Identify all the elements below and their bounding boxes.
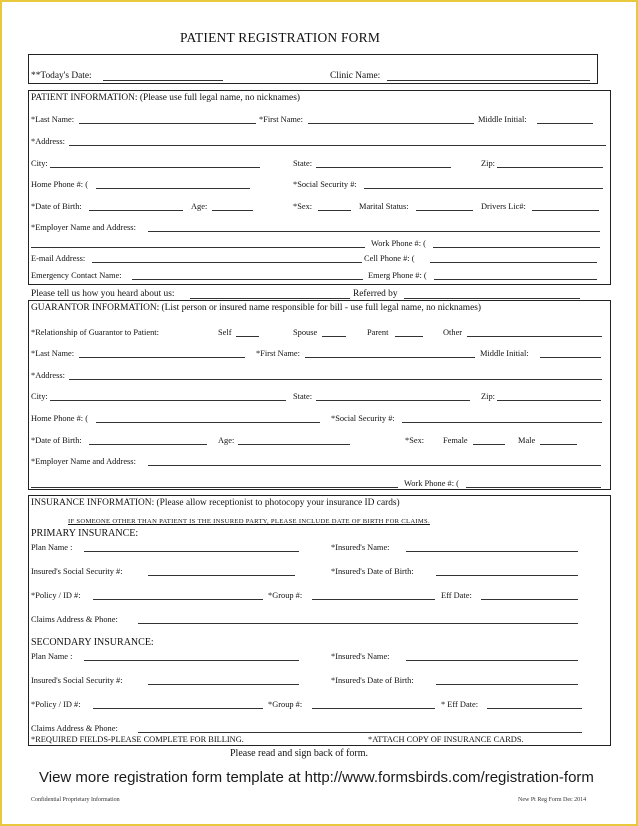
patient-sex-field[interactable] [318,210,351,211]
patient-cell-phone-field[interactable] [430,262,597,263]
primary-claims-label: Claims Address & Phone: [31,615,118,624]
patient-first-name-field[interactable] [308,123,474,124]
patient-last-name-label: *Last Name: [31,115,75,124]
primary-insured-dob-field[interactable] [436,575,578,576]
guarantor-state-label: State: [293,392,313,401]
secondary-group-field[interactable] [312,708,435,709]
patient-sex-label: *Sex: [293,202,313,211]
guarantor-home-phone-label: Home Phone #: ( [31,414,88,423]
guarantor-last-name-label: *Last Name: [31,349,75,358]
patient-middle-initial-field[interactable] [537,123,593,124]
insurance-heading: INSURANCE INFORMATION: (Please allow receptionist to photocopy your insurance ID cards) [31,498,400,508]
patient-employer-field[interactable] [148,231,600,232]
sign-back-note: Please read and sign back of form. [230,748,369,759]
secondary-claims-label: Claims Address & Phone: [31,724,118,733]
guarantor-male-field[interactable] [540,444,577,445]
primary-group-field[interactable] [312,599,435,600]
secondary-plan-name-field[interactable] [84,660,299,661]
guarantor-age-field[interactable] [238,444,350,445]
patient-middle-initial-label: Middle Initial: [478,115,527,124]
footer-left: Confidential Proprietary Information [31,797,120,803]
guarantor-ssn-field[interactable] [402,422,602,423]
patient-state-label: State: [293,159,313,168]
guarantor-middle-initial-field[interactable] [540,357,601,358]
guarantor-state-field[interactable] [316,400,470,401]
patient-drivers-label: Drivers Lic#: [481,202,526,211]
secondary-insured-dob-label: *Insured's Date of Birth: [331,676,414,685]
primary-eff-date-label: Eff Date: [441,591,472,600]
clinic-name-field[interactable] [387,80,590,81]
patient-marital-label: Marital Status: [359,202,409,211]
patient-city-field[interactable] [50,167,260,168]
patient-email-label: E-mail Address: [31,254,86,263]
guarantor-self-label: Self [218,328,232,337]
primary-group-label: *Group #: [268,591,303,600]
secondary-insured-ssn-label: Insured's Social Security #: [31,676,123,685]
secondary-insurance-heading: SECONDARY INSURANCE: [31,637,154,648]
guarantor-dob-field[interactable] [89,444,207,445]
heard-about-label: Please tell us how you heard about us: [31,289,175,299]
patient-employer-field-2[interactable] [31,247,365,248]
patient-ssn-field[interactable] [364,188,603,189]
attach-cards-note: *ATTACH COPY OF INSURANCE CARDS. [368,735,524,744]
secondary-policy-label: *Policy / ID #: [31,700,81,709]
guarantor-age-label: Age: [218,436,235,445]
patient-zip-field[interactable] [497,167,603,168]
guarantor-male-label: Male [518,436,536,445]
guarantor-parent-field[interactable] [395,336,423,337]
guarantor-female-field[interactable] [473,444,505,445]
secondary-eff-date-field[interactable] [487,708,582,709]
guarantor-last-name-field[interactable] [79,357,245,358]
required-fields-note: *REQUIRED FIELDS-PLEASE COMPLETE FOR BILLING. [31,735,244,744]
secondary-insured-dob-field[interactable] [436,684,578,685]
patient-marital-field[interactable] [416,210,473,211]
primary-insureds-name-label: *Insured's Name: [331,543,390,552]
patient-work-phone-label: Work Phone #: ( [371,239,426,248]
guarantor-dob-label: *Date of Birth: [31,436,82,445]
secondary-plan-name-label: Plan Name : [31,652,73,661]
secondary-policy-field[interactable] [93,708,263,709]
template-link-banner[interactable]: View more registration form template at http://www.formsbirds.com/registration-form [39,769,594,786]
guarantor-address-label: *Address: [31,371,65,380]
patient-email-field[interactable] [92,262,362,263]
patient-dob-label: *Date of Birth: [31,202,82,211]
guarantor-spouse-label: Spouse [293,328,318,337]
secondary-insureds-name-field[interactable] [406,660,578,661]
guarantor-heading: GUARANTOR INFORMATION: (List person or insured name responsible for bill - use full legal name, no nicknames) [31,303,482,313]
primary-plan-name-label: Plan Name : [31,543,73,552]
primary-insured-ssn-label: Insured's Social Security #: [31,567,123,576]
patient-drivers-field[interactable] [532,210,599,211]
guarantor-spouse-field[interactable] [322,336,346,337]
patient-emergency-field[interactable] [132,279,363,280]
secondary-insureds-name-label: *Insured's Name: [331,652,390,661]
patient-last-name-field[interactable] [79,123,256,124]
guarantor-parent-label: Parent [367,328,389,337]
patient-work-phone-field[interactable] [433,247,600,248]
secondary-claims-field[interactable] [138,732,582,733]
patient-zip-label: Zip: [481,159,495,168]
insurance-note: IF SOMEONE OTHER THAN PATIENT IS THE INSURED PARTY, PLEASE INCLUDE DATE OF BIRTH FOR CLAIMS. [68,518,430,525]
secondary-insured-ssn-field[interactable] [148,684,299,685]
referred-by-field[interactable] [404,298,580,299]
todays-date-label: **Today's Date: [31,71,92,81]
form-title: PATIENT REGISTRATION FORM [180,30,381,45]
guarantor-employer-field[interactable] [148,465,601,466]
patient-city-label: City: [31,159,48,168]
primary-insured-dob-label: *Insured's Date of Birth: [331,567,414,576]
guarantor-address-field[interactable] [69,379,602,380]
patient-cell-phone-label: Cell Phone #: ( [364,254,415,263]
guarantor-first-name-label: *First Name: [256,349,300,358]
patient-heading: PATIENT INFORMATION: (Please use full legal name, no nicknames) [31,93,300,103]
patient-emergency-label: Emergency Contact Name: [31,271,122,280]
secondary-eff-date-label: * Eff Date: [441,700,479,709]
referred-by-label: Referred by [353,289,398,299]
primary-insured-ssn-field[interactable] [148,575,295,576]
primary-policy-label: *Policy / ID #: [31,591,81,600]
primary-claims-field[interactable] [138,623,578,624]
heard-about-field[interactable] [190,298,350,299]
primary-policy-field[interactable] [93,599,263,600]
guarantor-self-field[interactable] [236,336,259,337]
guarantor-ssn-label: *Social Security #: [331,414,395,423]
primary-plan-name-field[interactable] [84,551,299,552]
guarantor-city-field[interactable] [50,400,286,401]
guarantor-employer-label: *Employer Name and Address: [31,457,136,466]
patient-dob-field[interactable] [89,210,183,211]
guarantor-other-field[interactable] [467,336,602,337]
guarantor-sex-label: *Sex: [405,436,425,445]
guarantor-zip-label: Zip: [481,392,495,401]
primary-insureds-name-field[interactable] [406,551,578,552]
patient-employer-label: *Employer Name and Address: [31,223,136,232]
guarantor-female-label: Female [443,436,468,445]
secondary-group-label: *Group #: [268,700,303,709]
guarantor-other-label: Other [443,328,463,337]
guarantor-city-label: City: [31,392,48,401]
guarantor-work-phone-field[interactable] [466,487,601,488]
patient-address-label: *Address: [31,137,65,146]
todays-date-field[interactable] [103,80,223,81]
patient-address-field[interactable] [69,145,606,146]
patient-age-field[interactable] [212,210,253,211]
patient-emerg-phone-field[interactable] [434,279,597,280]
guarantor-first-name-field[interactable] [305,357,475,358]
patient-ssn-label: *Social Security #: [293,180,357,189]
patient-home-phone-field[interactable] [96,188,250,189]
primary-insurance-heading: PRIMARY INSURANCE: [31,528,139,539]
guarantor-zip-field[interactable] [497,400,601,401]
guarantor-relationship-label: *Relationship of Guarantor to Patient: [31,328,159,337]
patient-first-name-label: *First Name: [259,115,303,124]
patient-age-label: Age: [191,202,208,211]
guarantor-employer-field-2[interactable] [31,487,398,488]
patient-state-field[interactable] [316,167,451,168]
guarantor-middle-initial-label: Middle Initial: [480,349,529,358]
patient-home-phone-label: Home Phone #: ( [31,180,88,189]
patient-emerg-phone-label: Emerg Phone #: ( [368,271,427,280]
footer-right: New Pt Reg Form Dec 2014 [518,797,587,803]
primary-eff-date-field[interactable] [481,599,578,600]
clinic-name-label: Clinic Name: [330,71,381,81]
guarantor-work-phone-label: Work Phone #: ( [404,479,459,488]
guarantor-home-phone-field[interactable] [96,422,320,423]
